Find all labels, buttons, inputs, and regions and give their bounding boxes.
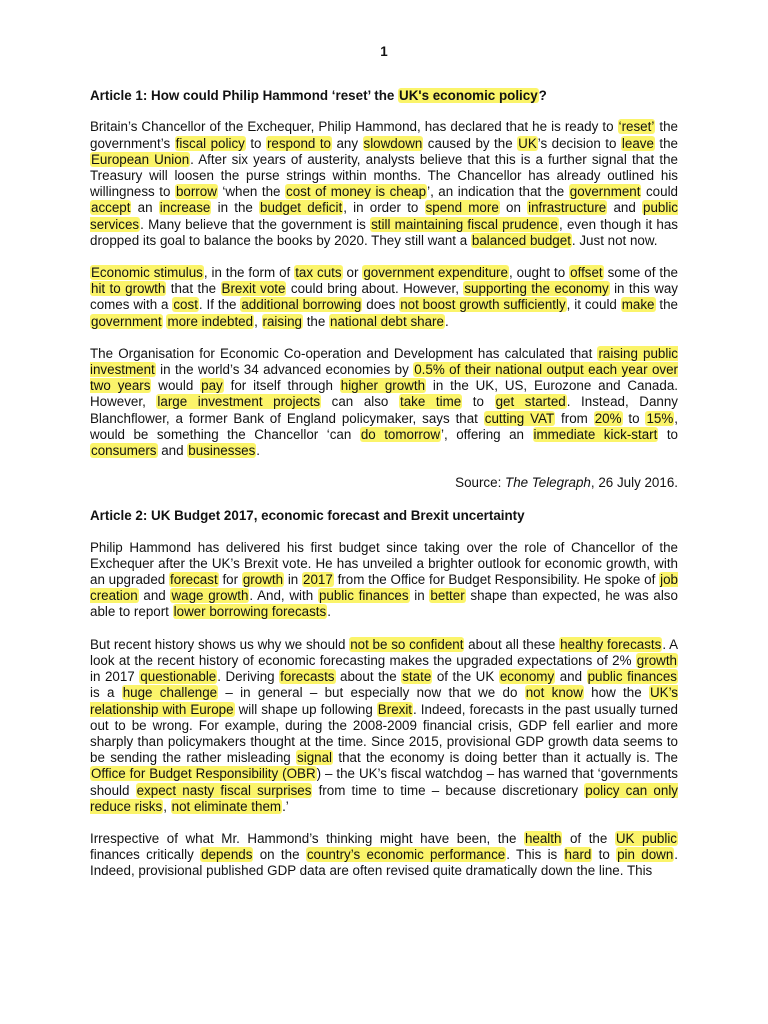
highlighted-text: UK’s relationship with Europe bbox=[90, 685, 678, 717]
article-2-paragraph-3 bbox=[90, 831, 678, 880]
highlighted-text: healthy forecasts bbox=[560, 636, 662, 652]
highlighted-text: questionable bbox=[140, 669, 217, 685]
text-run: from time to time – because discretionary bbox=[312, 782, 585, 798]
text-run: does bbox=[362, 297, 400, 313]
text-run: shape than expected, he was also able to report bbox=[90, 588, 678, 620]
text-run: to bbox=[592, 847, 617, 863]
text-run: ’s decision to bbox=[537, 135, 621, 151]
highlighted-text: national debt share bbox=[330, 313, 444, 329]
text-run: , it could bbox=[566, 297, 621, 313]
highlighted-text: make bbox=[621, 297, 655, 313]
highlighted-text: increase bbox=[159, 200, 211, 216]
text-run: . Instead, Danny Blanchflower, a former Bank of England policymaker, says that bbox=[90, 394, 679, 426]
article-1 bbox=[90, 88, 678, 491]
highlighted-text: UK's economic policy bbox=[399, 88, 538, 104]
text-run: But recent history shows us why we should bbox=[90, 636, 350, 652]
highlighted-text: state bbox=[402, 669, 432, 685]
highlighted-text: pin down bbox=[617, 847, 674, 863]
highlighted-text: Office for Budget Responsibility (OBR bbox=[91, 766, 316, 782]
text-run: . Indeed, forecasts in the past usually turned out to be wrong. For example, during the 2008-2009 financial crisis, GDP fell earlier and more sharply than policymakers thought at the time. Since 2015, provisional GDP growth data seems to be sending the rather misleading bbox=[90, 701, 678, 766]
highlighted-text: 20% bbox=[594, 410, 622, 426]
highlighted-text: businesses bbox=[188, 443, 256, 459]
text-run: . Indeed, provisional published GDP data are often revised quite dramatically down the line. This bbox=[90, 847, 679, 879]
highlighted-text: forecasts bbox=[280, 669, 335, 685]
text-run: , in order to bbox=[343, 200, 425, 216]
text-run: in the bbox=[211, 200, 260, 216]
text-run: the bbox=[655, 297, 678, 313]
highlighted-text: country’s economic performance bbox=[306, 847, 506, 863]
text-run: would bbox=[151, 378, 201, 394]
document-page bbox=[90, 44, 678, 896]
text-run: of the bbox=[562, 830, 615, 846]
text-run: ’, an indication that the bbox=[427, 184, 569, 200]
text-run: . If the bbox=[198, 297, 241, 313]
highlighted-text: more indebted bbox=[167, 313, 254, 329]
highlighted-text: slowdown bbox=[363, 135, 423, 151]
highlighted-text: spend more bbox=[425, 200, 499, 216]
text-run: in the world’s 34 advanced economies by bbox=[155, 362, 414, 378]
highlighted-text: cost of money is cheap bbox=[286, 184, 427, 200]
highlighted-text: not boost growth sufficiently bbox=[400, 297, 566, 313]
text-run: in 2017 bbox=[90, 669, 140, 685]
article-1-source bbox=[90, 475, 678, 491]
highlighted-text: do tomorrow bbox=[360, 426, 441, 442]
highlighted-text: additional borrowing bbox=[241, 297, 362, 313]
text-run: is a bbox=[90, 685, 122, 701]
highlighted-text: budget deficit bbox=[260, 200, 343, 216]
text-run: for itself through bbox=[223, 378, 340, 394]
text-run: how the bbox=[583, 685, 649, 701]
text-run: Irrespective of what Mr. Hammond’s thinking might have been, the bbox=[90, 830, 524, 846]
highlighted-text: leave bbox=[621, 135, 654, 151]
highlighted-text: respond to bbox=[266, 135, 331, 151]
highlighted-text: raising bbox=[262, 313, 302, 329]
highlighted-text: depends bbox=[201, 847, 253, 863]
highlighted-text: economy bbox=[499, 669, 555, 685]
text-run: . This is bbox=[506, 847, 564, 863]
highlighted-text: better bbox=[430, 588, 465, 604]
text-run: . A look at the recent history of economic forecasting makes the upgraded expectations of 2% bbox=[90, 636, 678, 668]
highlighted-text: cutting VAT bbox=[484, 410, 555, 426]
highlighted-text: public finances bbox=[318, 588, 409, 604]
text-run: , bbox=[254, 313, 262, 329]
text-run: , bbox=[163, 798, 171, 814]
highlighted-text: consumers bbox=[91, 443, 157, 459]
text-run: and bbox=[555, 669, 587, 685]
highlighted-text: raising public investment bbox=[90, 345, 679, 378]
highlighted-text: still maintaining fiscal prudence bbox=[371, 216, 559, 232]
highlighted-text: government bbox=[569, 184, 641, 200]
text-run: . Just not now. bbox=[571, 232, 658, 248]
highlighted-text: growth bbox=[242, 572, 284, 588]
highlighted-text: supporting the economy bbox=[464, 281, 609, 297]
text-run: about the bbox=[335, 669, 402, 685]
text-run: some of the bbox=[603, 265, 678, 281]
highlighted-text: pay bbox=[201, 378, 223, 394]
text-run: the government’s bbox=[90, 119, 678, 151]
highlighted-text: policy can only reduce risks bbox=[90, 782, 678, 814]
text-run: that the economy is doing better than it actually is. The bbox=[333, 750, 678, 766]
article-1-paragraph-2 bbox=[90, 265, 678, 330]
article-2-heading bbox=[90, 508, 678, 524]
highlighted-text: 0.5% of their national output each year over two years bbox=[90, 362, 678, 394]
highlighted-text: Brexit vote bbox=[221, 281, 286, 297]
highlighted-text: forecast bbox=[170, 572, 218, 588]
article-1-paragraph-1 bbox=[90, 119, 678, 249]
text-run: the bbox=[302, 313, 330, 329]
highlighted-text: job creation bbox=[90, 572, 678, 604]
highlighted-text: accept bbox=[91, 200, 131, 216]
highlighted-text: lower borrowing forecasts bbox=[173, 604, 327, 620]
highlighted-text: huge challenge bbox=[122, 685, 218, 701]
highlighted-text: public finances bbox=[587, 669, 677, 685]
text-run: . bbox=[327, 604, 331, 620]
highlighted-text: hit to growth bbox=[91, 281, 166, 297]
text-run: in this way comes with a bbox=[90, 281, 678, 313]
text-run: could bring about. However, bbox=[286, 281, 464, 297]
text-run: . After six years of austerity, analysts believe that this is a further signal that the Treasury will loosen the purse strings within months. The Chancellor has already outlined his willingness to bbox=[90, 151, 678, 200]
highlighted-text: tax cuts bbox=[295, 265, 342, 281]
text-run: about all these bbox=[464, 636, 560, 652]
highlighted-text: ‘reset’ bbox=[618, 119, 655, 135]
text-run: Philip Hammond has delivered his first budget since taking over the role of Chancellor of the Exchequer after the UK’s Brexit vote. He has unveiled a brighter outlook for economic growth, with an upgraded bbox=[90, 539, 678, 588]
text-run: . Deriving bbox=[217, 669, 280, 685]
highlighted-text: health bbox=[524, 830, 562, 846]
text-run: and bbox=[607, 200, 642, 216]
highlighted-text: government expenditure bbox=[363, 265, 508, 281]
text-run: to bbox=[622, 410, 646, 426]
highlighted-text: European Union bbox=[91, 151, 190, 167]
text-run: ) – the UK’s fiscal watchdog – has warned that ‘governments should bbox=[90, 766, 678, 798]
page-number: 1 bbox=[380, 44, 388, 59]
highlighted-text: not know bbox=[525, 685, 583, 701]
text-run: , would be something the Chancellor ‘can bbox=[90, 410, 678, 442]
text-run: for bbox=[218, 572, 242, 588]
text-run: that the bbox=[166, 281, 221, 297]
highlighted-text: Economic stimulus bbox=[91, 265, 203, 281]
text-run: The Organisation for Economic Co-operation and Development has calculated that bbox=[90, 345, 598, 361]
text-run: ‘when the bbox=[217, 184, 285, 200]
text-run: from bbox=[555, 410, 594, 426]
text-run: caused by the bbox=[423, 135, 518, 151]
highlighted-text: get started bbox=[495, 394, 566, 410]
text-run: of the UK bbox=[432, 669, 499, 685]
text-run: and bbox=[138, 588, 171, 604]
text-run: . And, with bbox=[249, 588, 318, 604]
highlighted-text: fiscal policy bbox=[175, 135, 245, 151]
text-run: in bbox=[409, 588, 430, 604]
highlighted-text: hard bbox=[564, 847, 592, 863]
source-prefix: Source: bbox=[455, 475, 506, 491]
highlighted-text: not be so confident bbox=[350, 636, 464, 652]
article-2-paragraph-1 bbox=[90, 540, 678, 621]
text-run: from the Office for Budget Responsibility. He spoke of bbox=[333, 572, 660, 588]
text-run: . bbox=[444, 313, 449, 329]
highlighted-text: wage growth bbox=[171, 588, 249, 604]
article-2-paragraph-2 bbox=[90, 637, 678, 815]
article-1-paragraph-3 bbox=[90, 346, 678, 459]
text-run: Article 2: UK Budget 2017, economic forecast and Brexit uncertainty bbox=[90, 508, 525, 524]
highlighted-text: higher growth bbox=[340, 378, 426, 394]
text-run: can also bbox=[321, 394, 399, 410]
highlighted-text: growth bbox=[636, 652, 677, 668]
highlighted-text: immediate kick-start bbox=[533, 426, 658, 442]
highlighted-text: cost bbox=[173, 297, 198, 313]
highlighted-text: not eliminate them bbox=[171, 798, 282, 814]
text-run: on the bbox=[253, 847, 306, 863]
highlighted-text: take time bbox=[399, 394, 462, 410]
highlighted-text: borrow bbox=[175, 184, 217, 200]
source-date: , 26 July 2016. bbox=[590, 475, 678, 491]
highlighted-text: large investment projects bbox=[157, 394, 321, 410]
highlighted-text: infrastructure bbox=[528, 200, 607, 216]
highlighted-text: Brexit bbox=[377, 701, 413, 717]
highlighted-text: 15% bbox=[646, 410, 674, 426]
text-run: to bbox=[658, 426, 679, 442]
text-run: the bbox=[654, 135, 679, 151]
highlighted-text: balanced budget bbox=[471, 232, 571, 248]
highlighted-text: government bbox=[91, 313, 162, 329]
text-run: . bbox=[256, 443, 261, 459]
source-publication: The Telegraph bbox=[505, 475, 591, 491]
text-run: ? bbox=[538, 88, 547, 104]
text-run: ’, offering an bbox=[441, 426, 533, 442]
text-run: – in general – but especially now that we do bbox=[218, 685, 525, 701]
text-run: and bbox=[157, 443, 188, 459]
text-run: or bbox=[342, 265, 363, 281]
highlighted-text: public services bbox=[90, 200, 678, 232]
highlighted-text: UK public bbox=[615, 830, 677, 846]
text-run: Britain’s Chancellor of the Exchequer, Philip Hammond, has declared that he is ready to bbox=[90, 119, 618, 135]
text-run: Article 1: How could Philip Hammond ‘reset’ the bbox=[90, 88, 399, 104]
text-run: any bbox=[331, 135, 363, 151]
text-run: an bbox=[131, 200, 159, 216]
text-run: , ought to bbox=[508, 265, 570, 281]
text-run: could bbox=[641, 184, 679, 200]
text-run: finances critically bbox=[90, 847, 201, 863]
highlighted-text: expect nasty fiscal surprises bbox=[136, 782, 312, 798]
text-run: to bbox=[245, 135, 266, 151]
text-run: .’ bbox=[282, 798, 289, 814]
text-run: in bbox=[284, 572, 303, 588]
article-2 bbox=[90, 508, 678, 879]
text-run: will shape up following bbox=[234, 701, 377, 717]
highlighted-text: signal bbox=[297, 750, 333, 766]
text-run: on bbox=[499, 200, 528, 216]
text-run: , in the form of bbox=[203, 265, 295, 281]
highlighted-text: 2017 bbox=[303, 572, 333, 588]
text-run: . Many believe that the government is bbox=[140, 216, 371, 232]
text-run: , even though it has dropped its goal to balance the books by 2020. They still want a bbox=[90, 216, 678, 248]
text-run: to bbox=[462, 394, 495, 410]
highlighted-text: offset bbox=[570, 265, 603, 281]
article-1-heading bbox=[90, 88, 678, 104]
text-run: in the UK, US, Eurozone and Canada. However, bbox=[90, 378, 678, 410]
highlighted-text: UK bbox=[518, 135, 537, 151]
